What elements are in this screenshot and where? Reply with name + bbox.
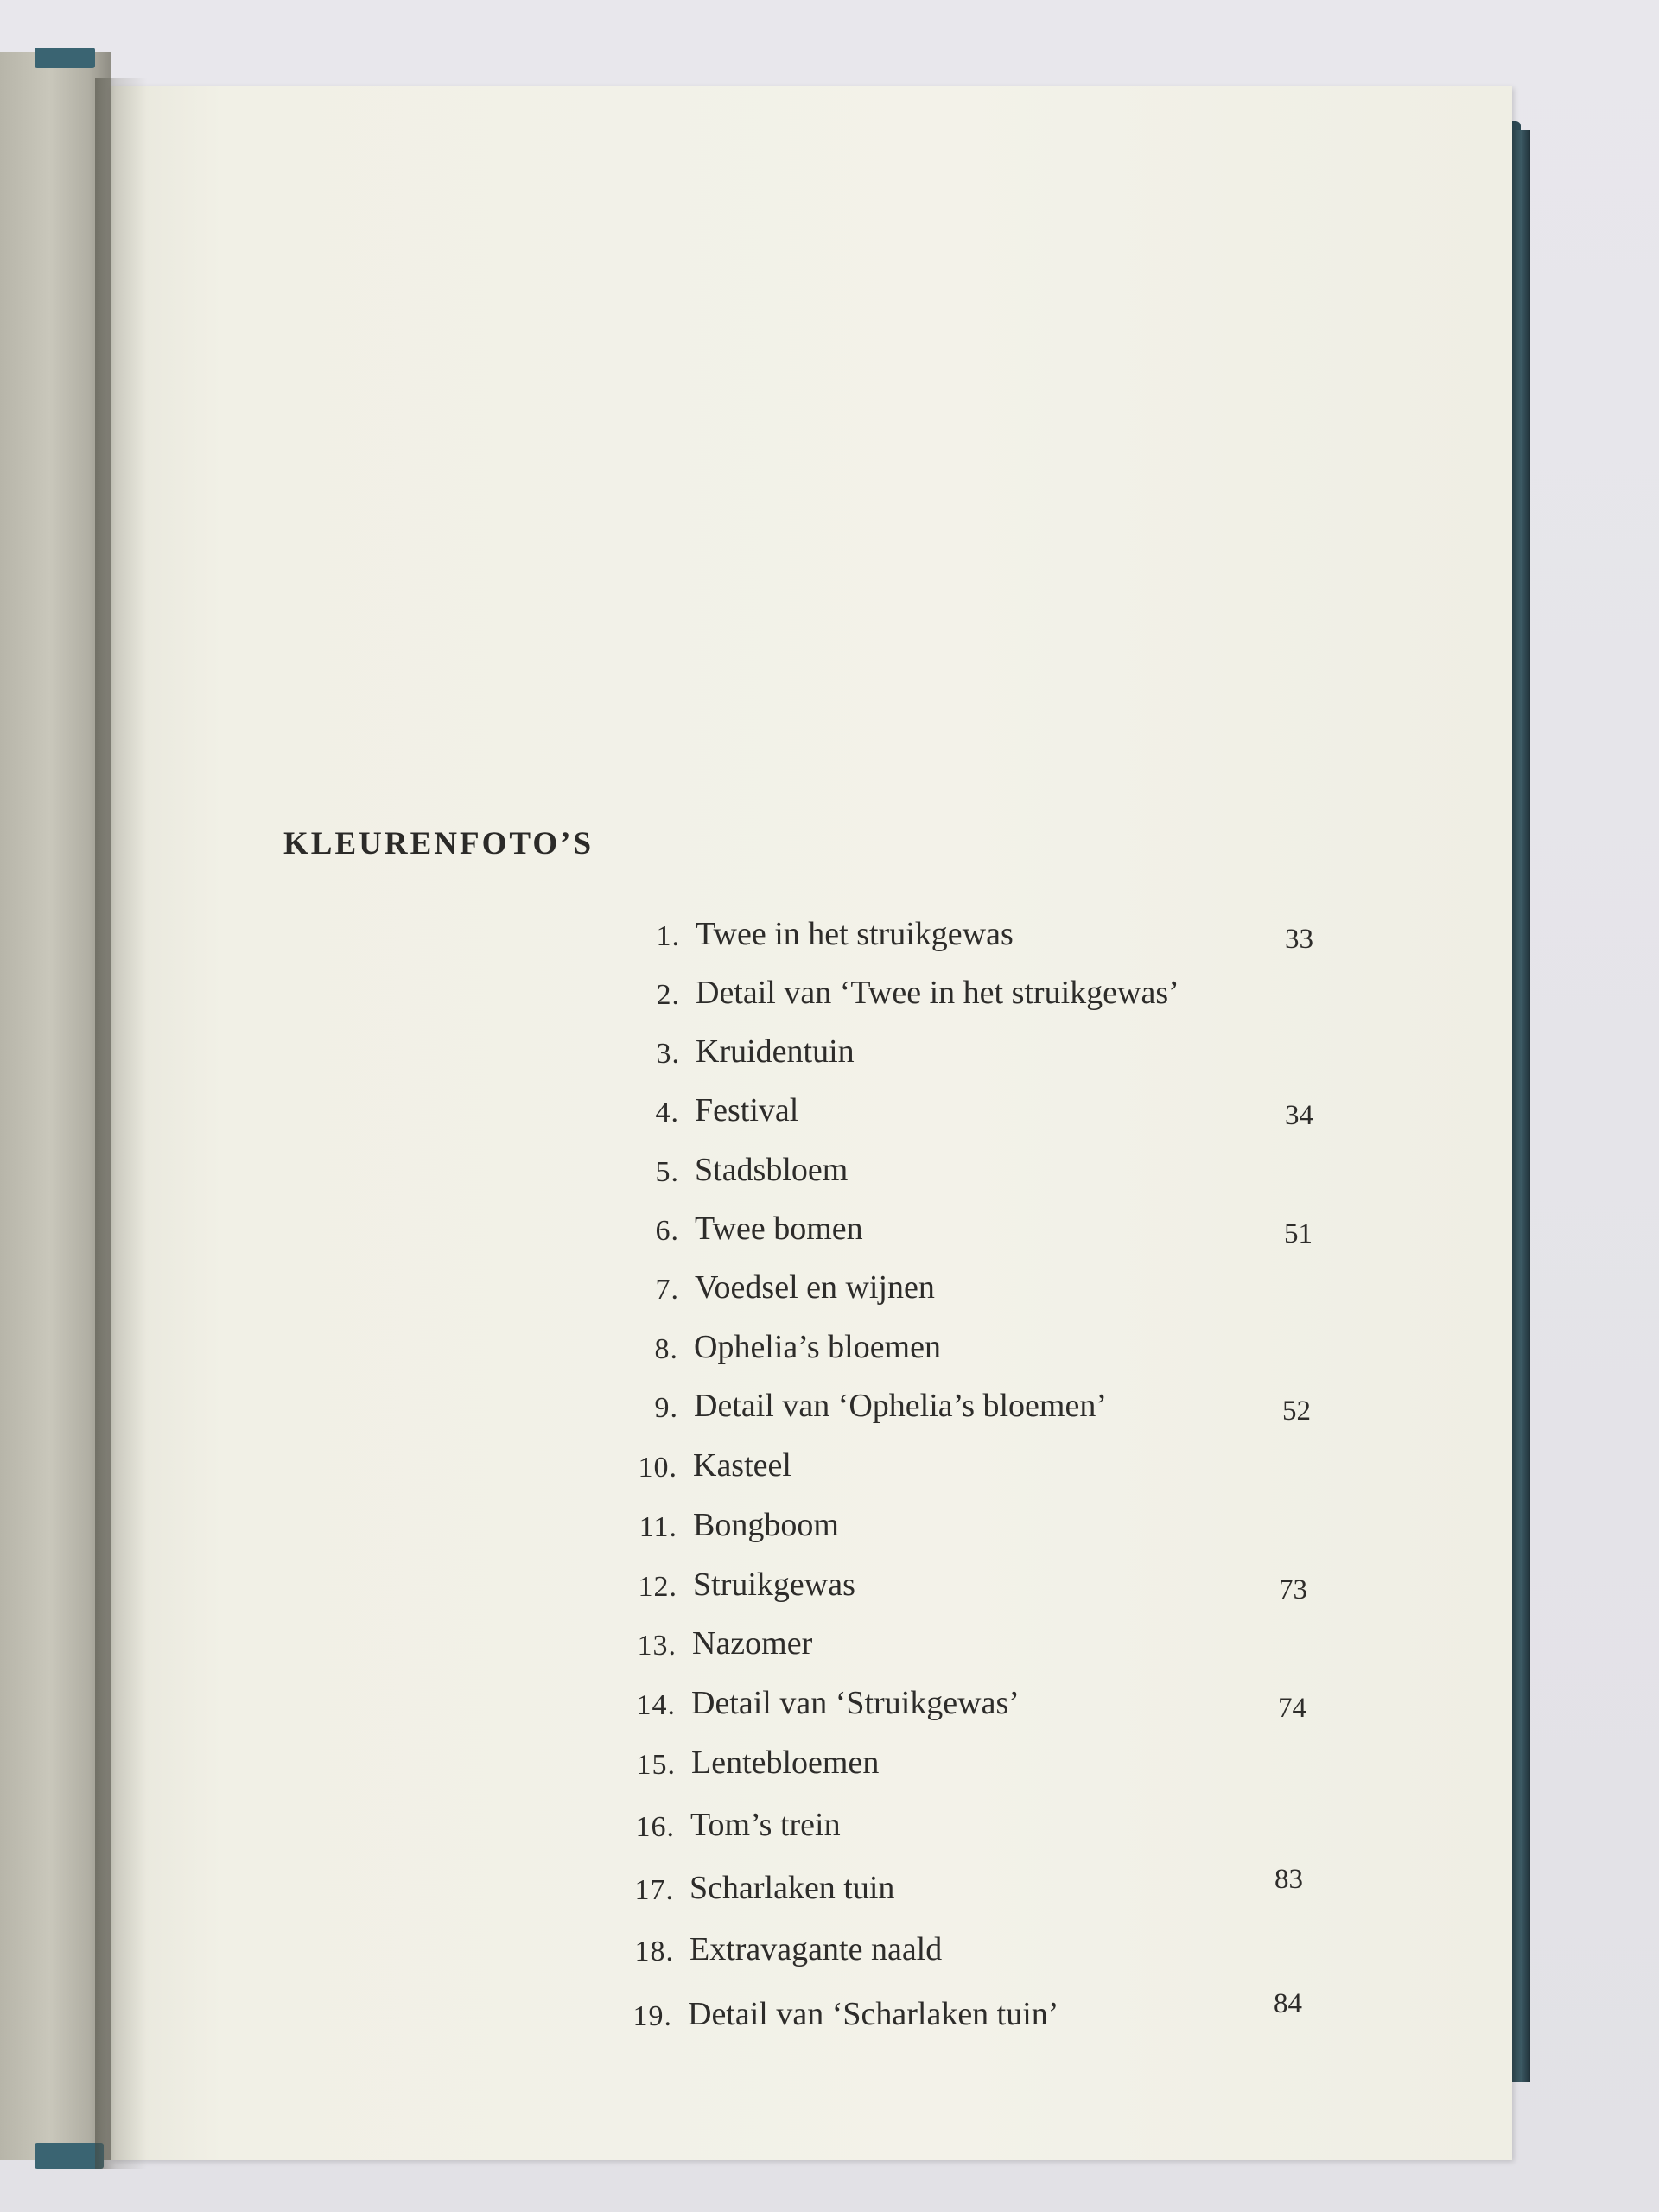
toc-entry-number: 3. [656,1038,680,1070]
toc-entry-number: 2. [656,979,680,1011]
toc-entry-number: 10. [638,1452,677,1484]
toc-entry [580,1807,1357,1854]
toc-entry-number: 12. [638,1571,677,1603]
toc-entry [583,1388,1361,1435]
toc-entry [581,1685,1358,1732]
section-heading: KLEURENFOTO’S [283,826,594,861]
toc-entry-page: 33 [1285,924,1313,955]
toc-entry-number: 5. [655,1156,679,1188]
toc-entry [583,1329,1361,1376]
toc-entry [582,1625,1359,1673]
toc-entry-page: 51 [1284,1218,1313,1249]
toc-entry-page: 74 [1278,1693,1306,1724]
toc-entry [579,1931,1357,1979]
toc-entry-number: 14. [636,1689,676,1721]
toc-entry-page: 84 [1274,1988,1302,2019]
toc-entry [582,1507,1360,1554]
toc-entry-number: 16. [635,1811,675,1843]
toc-entry-title: Kruidentuin [696,1033,855,1070]
toc-entry-title: Detail van ‘Ophelia’s bloemen’ [694,1388,1108,1424]
toc-entry-number: 11. [639,1511,677,1543]
toc-entry-title: Voedsel en wijnen [695,1269,935,1306]
toc-entry [585,916,1363,963]
toc-entry-number: 15. [636,1749,676,1781]
toc-entry-title: Twee bomen [695,1211,863,1247]
toc-entry-title: Struikgewas [693,1567,855,1603]
toc-entry-number: 18. [634,1936,674,1967]
toc-entry-title: Stadsbloem [695,1152,849,1188]
toc-entry-title: Bongboom [693,1507,839,1543]
toc-entry-number: 19. [632,2000,672,2032]
toc-entry-page: 52 [1282,1395,1311,1427]
toc-entry [584,1269,1362,1317]
toc-entry-title: Ophelia’s bloemen [694,1329,941,1365]
toc-entry [577,1988,1355,2044]
toc-entry-title: Detail van ‘Scharlaken tuin’ [688,1996,1059,2032]
toc-entry-title: Lentebloemen [691,1745,880,1781]
toc-entry-title: Nazomer [692,1625,813,1662]
toc-entry [585,975,1363,1022]
toc-entry-title: Tom’s trein [690,1807,841,1843]
toc-entry-title: Detail van ‘Twee in het struikgewas’ [696,975,1179,1011]
toc-entry-number: 17. [634,1874,674,1906]
toc-entry-number: 7. [655,1274,679,1306]
toc-entry-page: 83 [1274,1864,1303,1895]
toc-entry [584,1211,1362,1258]
toc-entry-number: 1. [656,920,680,952]
toc-entry-title: Kasteel [693,1447,791,1484]
toc-entry-title: Extravagante naald [690,1931,943,1967]
toc-entry-title: Twee in het struikgewas [696,916,1014,952]
toc-entry-number: 4. [655,1096,679,1128]
toc-entry-number: 8. [654,1333,678,1365]
toc-entry [582,1447,1360,1495]
toc-entry [579,1864,1357,1917]
toc-entry-page: 34 [1285,1100,1313,1131]
toc-entry [581,1745,1358,1792]
toc-entry-title: Detail van ‘Struikgewas’ [691,1685,1020,1721]
toc-entry [584,1092,1362,1140]
toc-entry [582,1567,1360,1614]
toc-entry-page: 73 [1279,1574,1307,1605]
toc-entry-title: Scharlaken tuin [690,1870,895,1906]
toc-entry [584,1152,1362,1199]
toc-entry-title: Festival [695,1092,799,1128]
toc-entry-number: 9. [654,1392,678,1424]
toc-entry-number: 6. [655,1215,679,1247]
toc-entry [585,1033,1363,1081]
toc-entry-number: 13. [637,1630,677,1662]
